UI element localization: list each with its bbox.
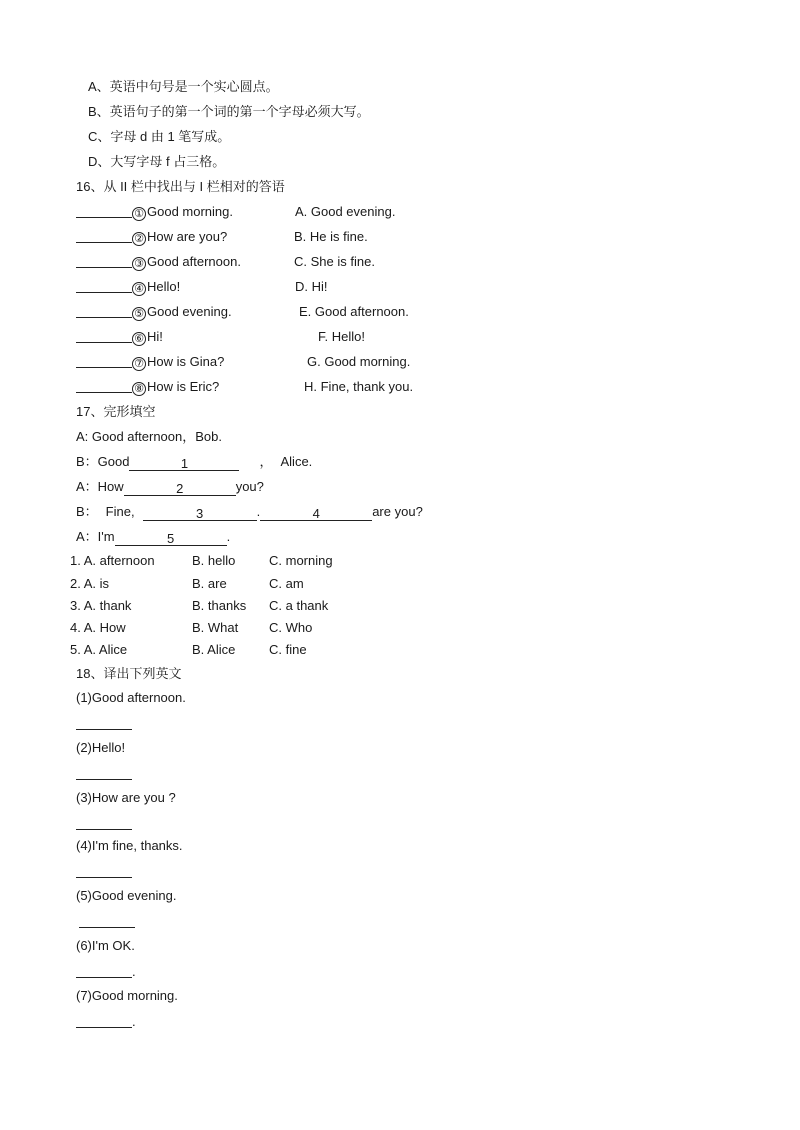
dialog-text: Alice. — [280, 454, 313, 469]
answer-blank[interactable] — [76, 304, 132, 318]
circled-number: ⑦ — [132, 357, 146, 371]
q18-answer — [76, 766, 132, 782]
q18-answer — [76, 864, 132, 880]
q17-title: 17、完形填空 — [76, 404, 156, 419]
choice-c: C. am — [269, 576, 304, 591]
choice-b: B. hello — [192, 553, 236, 568]
q15-option-c: C、字母 d 由 1 笔写成。 — [88, 129, 231, 144]
q18-answer — [76, 716, 132, 732]
choice-a: 5. A. Alice — [70, 642, 128, 657]
q18-answer — [76, 1014, 136, 1030]
choice-a: 3. A. thank — [70, 598, 132, 613]
answer-blank[interactable] — [76, 766, 132, 780]
q18-question: (2)Hello! — [76, 740, 126, 755]
circled-number: ⑤ — [132, 307, 146, 321]
q18-answer — [79, 914, 135, 930]
circled-number: ③ — [132, 257, 146, 271]
choice-a: 2. A. is — [70, 576, 110, 591]
q18-question: (7)Good morning. — [76, 988, 178, 1003]
dialog-text: A：I'm — [76, 529, 115, 544]
choice-c: C. Who — [269, 620, 313, 635]
answer-blank[interactable] — [76, 379, 132, 393]
q18-question: (6)I'm OK. — [76, 938, 135, 953]
q16-left: How is Eric? — [147, 379, 220, 394]
answer-blank[interactable] — [76, 716, 132, 730]
choice-c: C. fine — [269, 642, 307, 657]
circled-number: ④ — [132, 282, 146, 296]
cloze-blank-1[interactable]: 1 — [129, 456, 239, 471]
choice-b: B. What — [192, 620, 239, 635]
answer-blank[interactable] — [76, 1014, 132, 1028]
q16-right: D. Hi! — [295, 279, 328, 294]
dialog-text: B： — [76, 504, 98, 519]
q16-left: How are you? — [147, 229, 228, 244]
q16-left: Hi! — [147, 329, 163, 344]
q16-right: G. Good morning. — [307, 354, 411, 369]
q16-right: B. He is fine. — [294, 229, 368, 244]
choice-c: C. a thank — [269, 598, 329, 613]
cloze-blank-5[interactable]: 5 — [115, 531, 227, 546]
answer-blank[interactable] — [76, 354, 132, 368]
choice-b: B. thanks — [192, 598, 247, 613]
answer-suffix: . — [132, 964, 136, 979]
answer-blank[interactable] — [76, 964, 132, 978]
answer-blank[interactable] — [76, 204, 132, 218]
dialog-text: B：Good — [76, 454, 130, 469]
q15-option-a: A、英语中句号是一个实心圆点。 — [88, 79, 279, 94]
circled-number: ⑧ — [132, 382, 146, 396]
choice-b: B. are — [192, 576, 227, 591]
answer-blank[interactable] — [79, 914, 135, 928]
q18-title: 18、译出下列英文 — [76, 666, 182, 681]
circled-number: ⑥ — [132, 332, 146, 346]
choice-c: C. morning — [269, 553, 333, 568]
q18-answer — [76, 964, 136, 980]
q18-answer — [76, 816, 132, 832]
q16-right: E. Good afternoon. — [299, 304, 409, 319]
q15-option-d: D、大写字母 f 占三格。 — [88, 154, 226, 169]
dialog-text: A：How — [76, 479, 124, 494]
q16-right: A. Good evening. — [295, 204, 396, 219]
cloze-blank-2[interactable]: 2 — [124, 481, 236, 496]
answer-blank[interactable] — [76, 816, 132, 830]
dialog-text: . — [256, 504, 261, 519]
cloze-blank-3[interactable]: 3 — [143, 506, 257, 521]
q15-option-b: B、英语句子的第一个词的第一个字母必须大写。 — [88, 104, 370, 119]
dialog-text: . — [226, 529, 231, 544]
answer-blank[interactable] — [76, 329, 132, 343]
answer-blank[interactable] — [76, 254, 132, 268]
choice-a: 1. A. afternoon — [70, 553, 155, 568]
circled-number: ① — [132, 207, 146, 221]
q16-right: H. Fine, thank you. — [304, 379, 414, 394]
q16-left: Good evening. — [147, 304, 232, 319]
dialog-text: ， — [259, 454, 273, 469]
dialog-line-5 — [76, 529, 230, 546]
dialog-line-2 — [76, 454, 312, 471]
answer-suffix: . — [132, 1014, 136, 1029]
dialog-text: Fine, — [105, 504, 135, 519]
dialog-line-1: A: Good afternoon，Bob. — [76, 429, 222, 444]
q18-question: (5)Good evening. — [76, 888, 177, 903]
q16-left: How is Gina? — [147, 354, 225, 369]
cloze-blank-4[interactable]: 4 — [260, 506, 372, 521]
choice-a: 4. A. How — [70, 620, 126, 635]
choice-b: B. Alice — [192, 642, 236, 657]
q16-left: Good morning. — [147, 204, 233, 219]
answer-blank[interactable] — [76, 279, 132, 293]
dialog-text: are you? — [372, 504, 423, 519]
q18-question: (1)Good afternoon. — [76, 690, 186, 705]
answer-blank[interactable] — [76, 229, 132, 243]
q16-right: C. She is fine. — [294, 254, 375, 269]
circled-number: ② — [132, 232, 146, 246]
q16-left: Good afternoon. — [147, 254, 241, 269]
q18-question: (4)I'm fine, thanks. — [76, 838, 183, 853]
dialog-text: you? — [235, 479, 264, 494]
q16-right: F. Hello! — [318, 329, 365, 344]
q16-title: 16、从 II 栏中找出与 I 栏相对的答语 — [76, 179, 285, 194]
answer-blank[interactable] — [76, 864, 132, 878]
q18-question: (3)How are you ? — [76, 790, 176, 805]
dialog-line-4 — [76, 504, 423, 521]
dialog-line-3 — [76, 479, 264, 496]
q16-left: Hello! — [147, 279, 181, 294]
